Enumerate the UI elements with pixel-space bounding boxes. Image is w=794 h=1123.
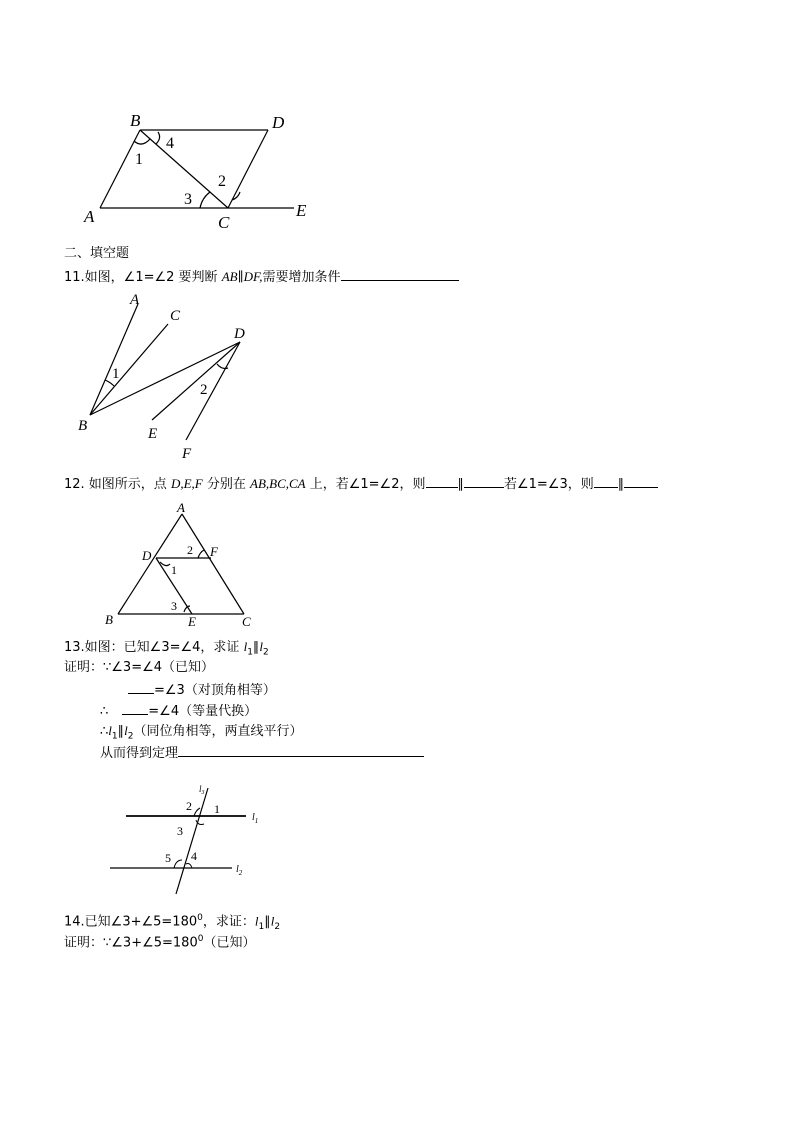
- q12-text-d: 若∠1=∠3，则: [504, 477, 594, 492]
- q13-step-1: =∠3（对顶角相等）: [154, 683, 276, 698]
- q12-label-e: E: [188, 614, 196, 629]
- q12-angle-3: 3: [171, 599, 177, 613]
- q13-parallel: ∥: [252, 640, 260, 655]
- q12-label-a: A: [177, 500, 185, 515]
- q13-l1-sub: 1: [247, 647, 253, 658]
- q13-step3-l2-sub: 2: [127, 731, 134, 742]
- q12-blank-2[interactable]: [464, 475, 504, 488]
- q13-step3-l1: l: [108, 723, 112, 738]
- q13-step3-l1-sub: 1: [111, 731, 118, 742]
- q12-label-f: F: [210, 544, 218, 559]
- q11-math: AB∥DF,: [221, 269, 263, 284]
- q14-proof-a: 证明：∵∠3+∠5=180: [64, 935, 198, 951]
- q11-text-b: 需要增加条件: [262, 270, 341, 285]
- question-11: [64, 268, 459, 286]
- q14-title-b: ，求证：: [202, 914, 255, 930]
- q13-blank-1[interactable]: [128, 681, 154, 694]
- q14-degree-sup: 0: [197, 913, 203, 923]
- q12-blank-3[interactable]: [594, 475, 618, 488]
- q14-title-a: 14.已知∠3+∠5=180: [64, 914, 198, 930]
- q13-blank-3[interactable]: [178, 744, 424, 757]
- q13-fig-angle-5: 5: [165, 851, 171, 865]
- q14-l1-sub: 1: [258, 921, 265, 932]
- label-b: B: [130, 111, 141, 130]
- q12-text-b: 分别在: [202, 477, 250, 492]
- q12-angle-1: 1: [171, 563, 177, 577]
- q13-l2: l: [259, 639, 264, 654]
- q13-step3-parallel: ∥: [117, 724, 125, 739]
- label-d: D: [272, 113, 285, 132]
- q11-label-d: D: [234, 326, 245, 342]
- q13-fig-angle-3: 3: [177, 824, 183, 838]
- q13-step-2: =∠4（等量代换）: [148, 704, 258, 719]
- q13-proof-line-1: 证明：∵∠3=∠4（已知）: [64, 660, 215, 675]
- q13-fig-angle-2: 2: [186, 799, 192, 813]
- q12-blank-4[interactable]: [624, 475, 658, 488]
- q13-therefore-2: ∴: [100, 724, 109, 739]
- q11-label-c: C: [170, 308, 181, 324]
- q11-angle-1: 1: [112, 366, 120, 382]
- q13-proof-line-3: [100, 702, 257, 720]
- q13-fig-l2: $l_2$: [236, 864, 243, 877]
- q13-step3-l2: l: [124, 723, 128, 738]
- q14-proof-sup: 0: [197, 934, 204, 944]
- q13-proof-line-2: [128, 681, 276, 699]
- q11-answer-blank[interactable]: [341, 268, 459, 281]
- q11-label-e: E: [148, 426, 158, 442]
- angle-1-label: 1: [135, 151, 143, 168]
- q12-points: D,E,F: [170, 476, 203, 491]
- q11-text-a: 11.如图，∠1=∠2 要判断: [64, 270, 222, 285]
- question-13-title: [64, 639, 269, 661]
- q13-blank-2[interactable]: [122, 702, 148, 715]
- q11-label-a: A: [130, 292, 140, 308]
- angle-4-label: 4: [166, 135, 174, 152]
- q12-triangle-figure: [100, 502, 260, 630]
- q11-label-f: F: [182, 446, 192, 462]
- parallelogram-figure: [80, 108, 320, 238]
- q13-proof-line-4: [100, 723, 303, 745]
- q13-fig-angle-4: 4: [191, 849, 197, 863]
- q12-label-d: D: [142, 548, 152, 563]
- q13-fig-angle-1: 1: [214, 802, 220, 816]
- q14-l1: l: [254, 913, 259, 929]
- q11-angle-2: 2: [200, 382, 208, 398]
- label-e: E: [296, 201, 307, 220]
- q12-angle-2: 2: [187, 543, 193, 557]
- q13-parallel-lines-figure: [100, 780, 280, 900]
- q12-parallel-1: ∥: [457, 477, 464, 492]
- q14-parallel: ∥: [264, 914, 271, 930]
- section-title: 二、填空题: [64, 246, 130, 261]
- q13-step-4: 从而得到定理: [100, 746, 179, 761]
- q13-title-a: 13.如图：已知∠3=∠4，求证: [64, 640, 244, 655]
- q12-text-a: 12. 如图所示，点: [64, 477, 171, 492]
- q12-label-b: B: [105, 612, 113, 627]
- label-a: A: [84, 207, 95, 226]
- question-12: [64, 475, 658, 493]
- q14-proof-b: （已知）: [203, 935, 256, 951]
- q12-text-c: 上，若∠1=∠2，则: [305, 477, 426, 492]
- q11-label-b: B: [78, 418, 88, 434]
- q12-blank-1[interactable]: [426, 475, 458, 488]
- label-c: C: [218, 213, 230, 232]
- q13-l1: l: [243, 639, 248, 654]
- q12-sides: AB,BC,CA: [250, 476, 306, 491]
- q13-therefore-1: ∴: [100, 704, 109, 719]
- q11-figure: [72, 290, 262, 460]
- q13-l2-sub: 2: [263, 647, 269, 658]
- q12-label-c: C: [242, 614, 251, 629]
- angle-3-label: 3: [184, 191, 192, 208]
- q13-fig-l3: $l_3$: [199, 784, 205, 796]
- q14-l2-sub: 2: [274, 921, 281, 932]
- q13-proof-line-5: [100, 744, 424, 762]
- q14-l2: l: [270, 913, 275, 929]
- q14-proof-line-1: [64, 931, 255, 951]
- q13-fig-l1: $l_1$: [252, 812, 259, 825]
- angle-2-label: 2: [218, 173, 226, 190]
- q13-step-3-reason: （同位角相等，两直线平行）: [133, 724, 303, 739]
- q12-parallel-2: ∥: [617, 477, 625, 492]
